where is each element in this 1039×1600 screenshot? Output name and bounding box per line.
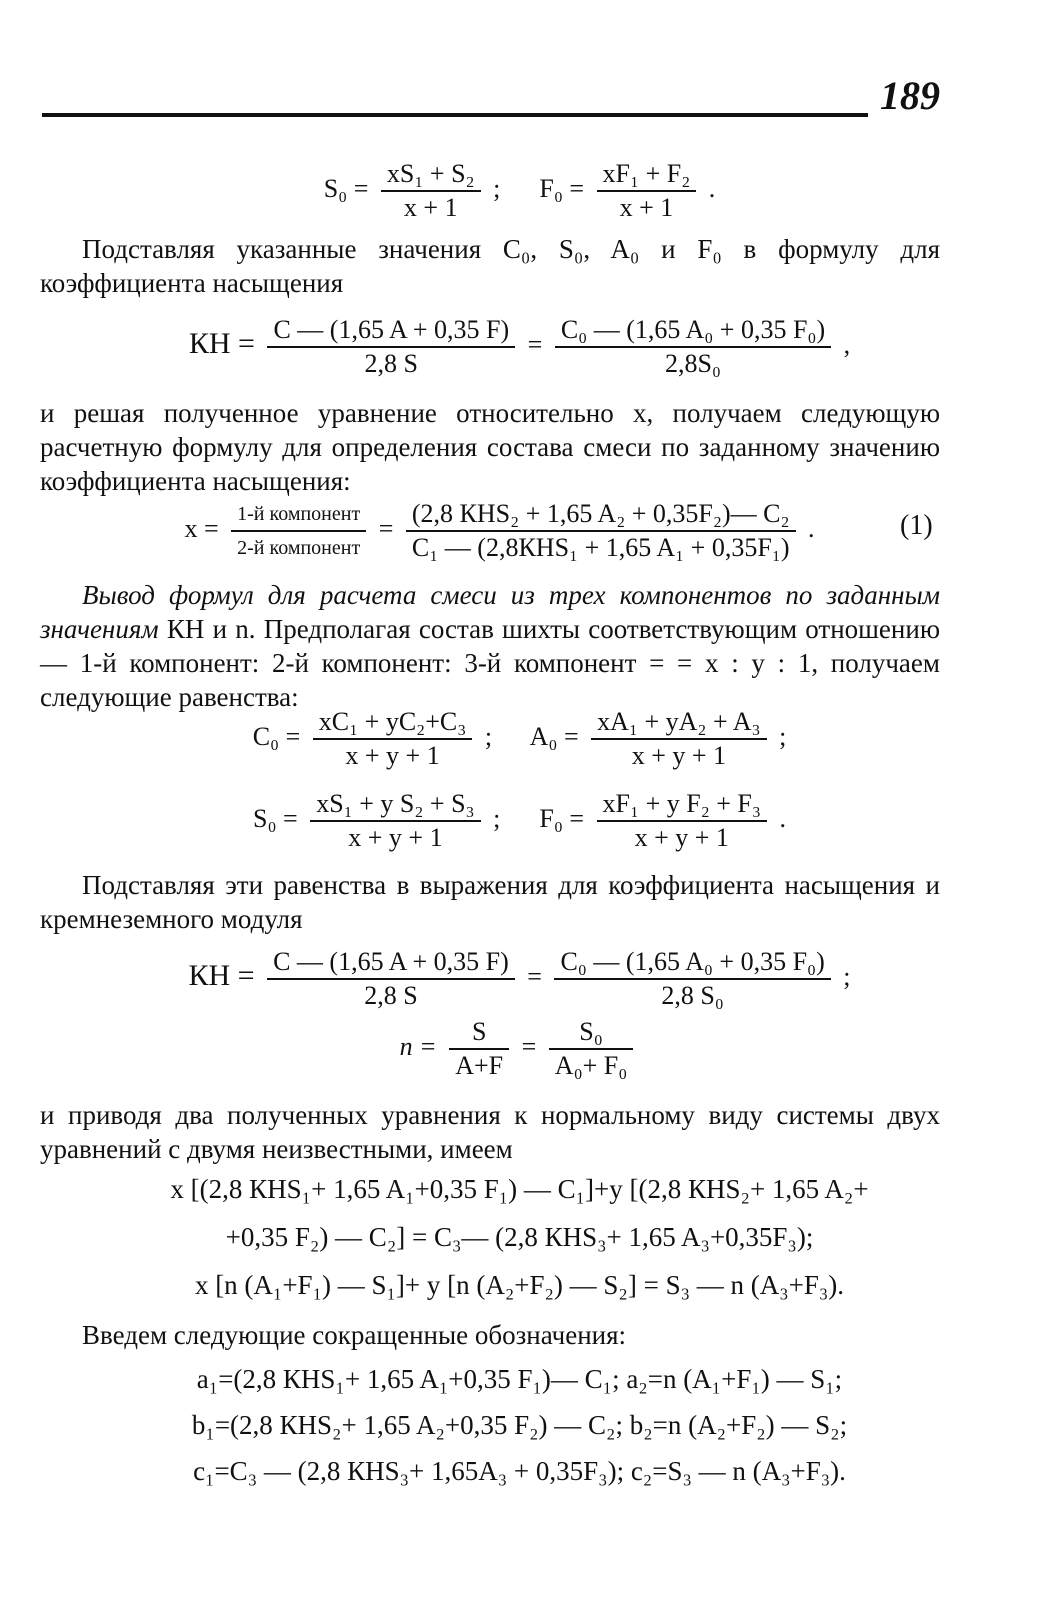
paragraph-2: и решая полученное уравнение относительно x, получаем следующую расчетную формулу для определения состава смеси по заданному значению коэффициента насыщения:	[40, 398, 940, 496]
formula-lhs: S₀ =	[323, 173, 369, 203]
formula-n	[0, 1018, 1039, 1080]
separator: .	[779, 803, 786, 833]
formula-x	[0, 500, 1019, 562]
fraction	[381, 160, 481, 222]
denominator: 2,8 S₀	[661, 981, 724, 1010]
denominator: x + 1	[403, 193, 458, 222]
separator: ;	[484, 721, 493, 751]
equation-number: (1)	[900, 510, 933, 541]
notation-c: c₁=C₃ — (2,8 КHS₃+ 1,65A₃ + 0,35F₃); c₂=S₃ — n (A₃+F₃).	[193, 1456, 846, 1486]
fraction	[555, 316, 831, 378]
equals-sign: =	[527, 329, 543, 359]
denominator: x + y + 1	[345, 741, 440, 770]
fraction	[313, 708, 473, 770]
formula-lhs: C₀ =	[252, 721, 301, 751]
fraction	[597, 160, 697, 222]
fraction	[267, 948, 515, 1010]
denominator: C₁ — (2,8КHS₁ + 1,65 A₁ + 0,35F₁)	[411, 533, 790, 562]
separator: ;	[493, 803, 501, 833]
formula-c0-a0	[0, 708, 1039, 770]
numerator: C₀ — (1,65 A₀ + 0,35 F₀)	[554, 948, 830, 980]
numerator: xF₁ + F₂	[597, 160, 697, 192]
fraction	[591, 708, 766, 770]
denominator: 2-й компонент	[237, 537, 361, 559]
denominator: x + y + 1	[634, 823, 729, 852]
equals-sign: =	[527, 961, 542, 991]
formula-kh-2	[0, 948, 1039, 1010]
fraction	[549, 1018, 634, 1080]
numerator: xS₁ + S₂	[381, 160, 481, 192]
italic-heading: Вывод формул для расчета смеси из трех компонентов по заданным значениям	[40, 580, 940, 644]
paragraph-6: Введем следующие сокращенные обозначения:	[82, 1320, 627, 1350]
fraction	[231, 500, 366, 562]
fraction	[554, 948, 830, 1010]
denominator: x + y + 1	[631, 741, 727, 770]
fraction	[267, 316, 515, 378]
numerator: xS₁ + y S₂ + S₃	[310, 790, 480, 822]
numerator: C — (1,65 A + 0,35 F)	[267, 316, 515, 348]
equals-sign: =	[378, 513, 394, 543]
formula-kh-1	[0, 316, 1039, 378]
formula-lhs: n =	[399, 1031, 437, 1061]
formula-lhs: F₀ =	[539, 803, 585, 833]
numerator: S₀	[549, 1018, 634, 1050]
formula-lhs: F₀ =	[539, 173, 585, 203]
fraction	[406, 500, 796, 562]
formula-lhs: КН =	[188, 326, 255, 360]
equals-sign: =	[521, 1031, 537, 1061]
fraction	[310, 790, 480, 852]
denominator: A₀+ F₀	[554, 1051, 628, 1080]
formula-lhs: x =	[184, 513, 219, 543]
fraction	[597, 790, 767, 852]
numerator: C₀ — (1,65 A₀ + 0,35 F₀)	[555, 316, 831, 348]
system-line-1: x [(2,8 КHS₁+ 1,65 A₁+0,35 F₁) — C₁]+y [(2,8 КHS₂+ 1,65 A₂+	[170, 1174, 869, 1204]
formula-s0-f0	[0, 160, 1039, 222]
denominator: A+F	[455, 1051, 504, 1080]
paragraph-3	[40, 578, 940, 714]
separator: .	[808, 513, 815, 543]
paragraph-4: Подставляя эти равенства в выражения для коэффициента насыщения и кремнеземного модуля	[40, 870, 940, 934]
fraction	[449, 1018, 509, 1080]
paragraph-3-text: КН и n. Предполагая состав шихты соответствующим отношению — 1-й компонент: 2-й компонент: 3-й компонент = = x : y : 1, получаем следующие равенства:	[40, 614, 940, 712]
denominator: 2,8 S	[364, 349, 419, 378]
formula-lhs: S₀ =	[253, 803, 298, 833]
denominator: x + 1	[619, 193, 674, 222]
separator: .	[708, 173, 716, 203]
numerator: xA₁ + yA₂ + A₃	[591, 708, 766, 740]
denominator: 2,8S₀	[664, 349, 721, 378]
separator: ,	[843, 329, 851, 359]
notation-b: b₁=(2,8 КHS₂+ 1,65 A₂+0,35 F₂) — C₂; b₂=n (A₂+F₂) — S₂;	[191, 1410, 848, 1440]
separator: ;	[843, 961, 851, 991]
formula-lhs: A₀ =	[529, 721, 579, 751]
formula-s0-f0-three	[0, 790, 1039, 852]
numerator: S	[449, 1018, 509, 1050]
paragraph-5: и приводя два полученных уравнения к нормальному виду системы двух уравнений с двумя неизвестными, имеем	[40, 1100, 940, 1164]
numerator: xF₁ + y F₂ + F₃	[597, 790, 767, 822]
header-rule	[42, 113, 868, 117]
notation-a: a₁=(2,8 КHS₁+ 1,65 A₁+0,35 F₁)— C₁; a₂=n (A₁+F₁) — S₁;	[196, 1364, 843, 1394]
system-line-3: x [n (A₁+F₁) — S₁]+ y [n (A₂+F₂) — S₂] = S₃ — n (A₃+F₃).	[194, 1270, 845, 1300]
numerator: C — (1,65 A + 0,35 F)	[267, 948, 515, 980]
system-line-2: +0,35 F₂) — C₂] = C₃— (2,8 КHS₃+ 1,65 A₃+0,35F₃);	[225, 1222, 814, 1252]
numerator: (2,8 КHS₂ + 1,65 A₂ + 0,35F₂)— C₂	[406, 500, 796, 532]
numerator: xC₁ + yC₂+C₃	[313, 708, 473, 740]
separator: ;	[779, 721, 787, 751]
paragraph-1: Подставляя указанные значения C₀, S₀, A₀ и F₀ в формулу для коэффициента насыщения	[40, 234, 940, 298]
denominator: x + y + 1	[348, 823, 443, 852]
denominator: 2,8 S	[364, 981, 418, 1010]
formula-lhs: КН =	[188, 958, 255, 992]
page-number: 189	[880, 73, 940, 118]
numerator: 1-й компонент	[231, 500, 366, 532]
separator: ;	[493, 173, 501, 203]
